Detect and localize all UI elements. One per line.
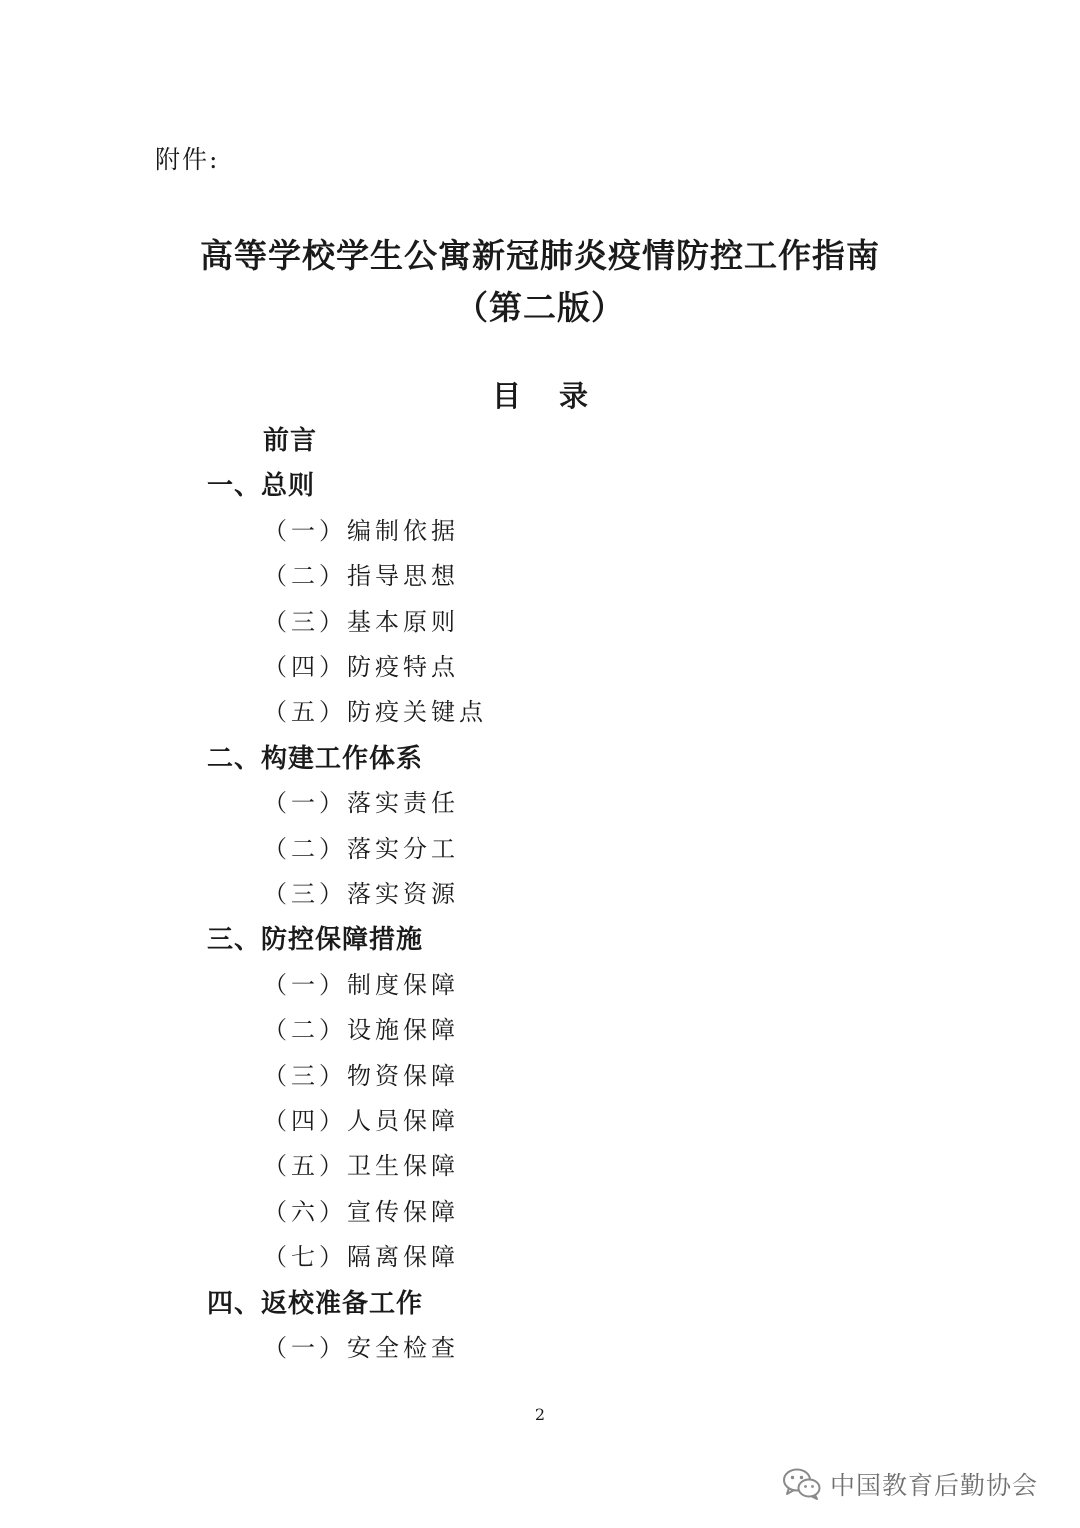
toc-subsection: （一）落实责任 xyxy=(263,789,459,817)
toc-section: 二、构建工作体系 xyxy=(207,744,424,774)
toc-subsection: （六）宣传保障 xyxy=(263,1198,459,1226)
toc-subsection: （一）编制依据 xyxy=(263,517,459,545)
toc-subsection: （一）制度保障 xyxy=(263,971,459,999)
toc-subsection: （七）隔离保障 xyxy=(263,1243,459,1271)
document-title: 高等学校学生公寓新冠肺炎疫情防控工作指南 xyxy=(200,236,880,275)
toc-subsection: （一）安全检查 xyxy=(263,1334,459,1362)
page-number: 2 xyxy=(534,1405,546,1424)
toc-section: 前言 xyxy=(263,426,318,456)
toc-subsection: （四）人员保障 xyxy=(263,1107,459,1135)
watermark-text: 中国教育后勤协会 xyxy=(830,1471,1039,1500)
watermark xyxy=(782,1466,1038,1502)
toc-subsection: （二）落实分工 xyxy=(263,835,459,863)
toc-section: 三、防控保障措施 xyxy=(207,925,424,955)
document-edition: （第二版） xyxy=(455,288,625,327)
wechat-icon xyxy=(782,1467,822,1501)
toc-heading: 目录 xyxy=(491,379,626,413)
attachment-label: 附件: xyxy=(155,145,220,174)
toc-subsection: （三）落实资源 xyxy=(263,880,459,908)
toc-subsection: （五）防疫关键点 xyxy=(263,698,487,726)
toc-subsection: （三）物资保障 xyxy=(263,1062,459,1090)
toc-section: 四、返校准备工作 xyxy=(207,1289,424,1319)
toc-subsection: （五）卫生保障 xyxy=(263,1152,459,1180)
toc-subsection: （二）设施保障 xyxy=(263,1016,459,1044)
toc-subsection: （四）防疫特点 xyxy=(263,653,459,681)
toc-section: 一、总则 xyxy=(207,471,316,501)
toc-subsection: （二）指导思想 xyxy=(263,562,459,590)
toc-subsection: （三）基本原则 xyxy=(263,608,459,636)
